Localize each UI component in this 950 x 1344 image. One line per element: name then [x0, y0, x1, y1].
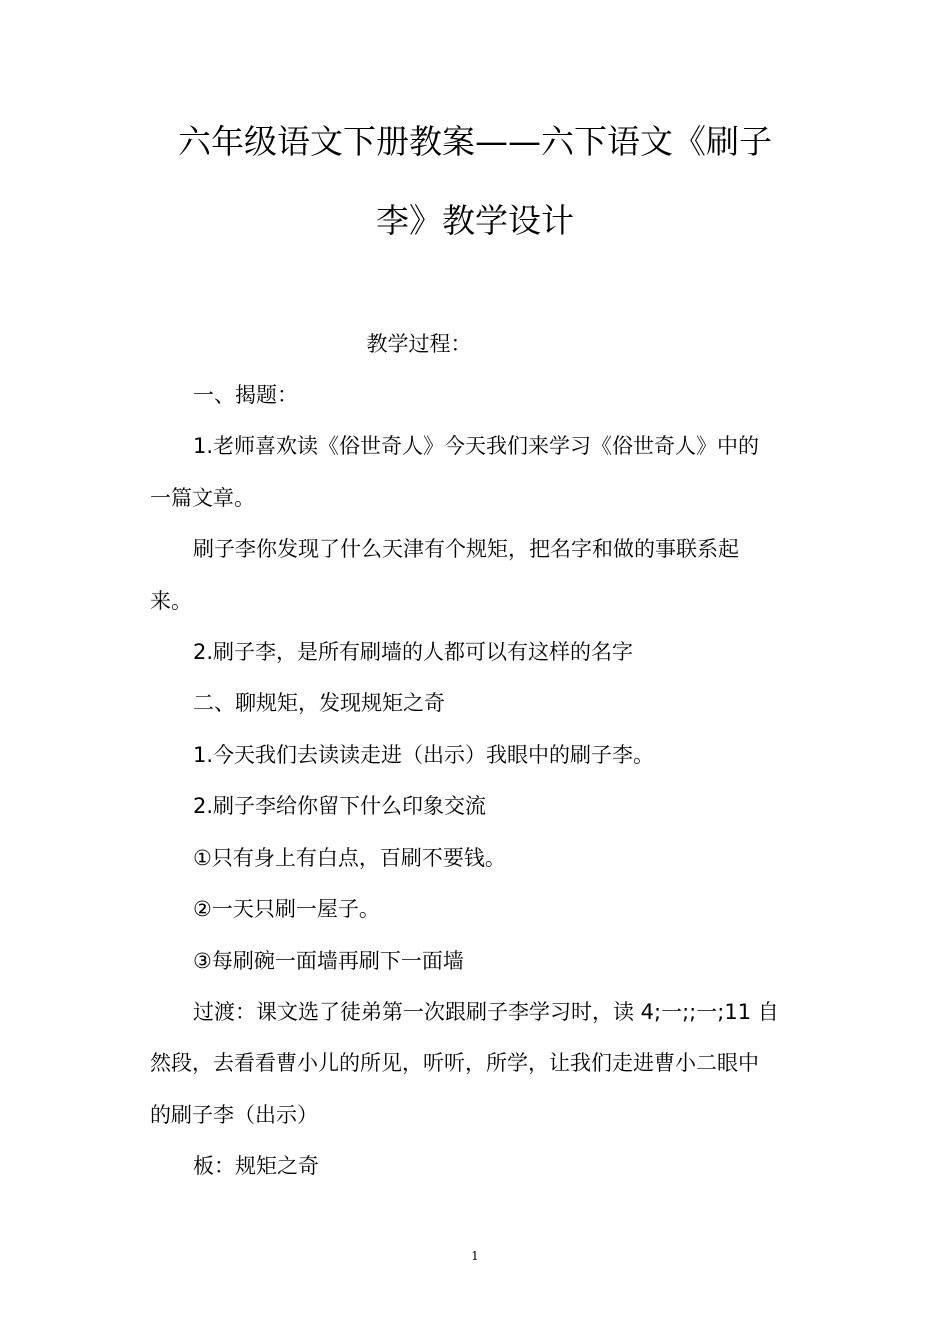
paragraph-line: 过渡：课文选了徒弟第一次跟刷子李学习时，读 4;一;;一;11 自	[193, 1000, 779, 1024]
list-item: ②一天只刷一屋子。	[193, 897, 380, 921]
paragraph-line: 1.老师喜欢读《俗世奇人》今天我们来学习《俗世奇人》中的	[193, 434, 760, 458]
document-title-line-1: 六年级语文下册教案——六下语文《刷子	[178, 122, 772, 161]
list-item: ①只有身上有白点，百刷不要钱。	[193, 846, 506, 870]
paragraph-heading-2: 二、聊规矩，发现规矩之奇	[193, 691, 445, 715]
page-number: 1	[471, 1249, 479, 1263]
paragraph-line: 的刷子李（出示）	[150, 1103, 318, 1127]
paragraph-line: 刷子李你发现了什么天津有个规矩，把名字和做的事联系起	[193, 537, 739, 561]
paragraph-heading-1: 一、揭题：	[193, 383, 298, 407]
section-heading: 教学过程：	[366, 332, 472, 356]
paragraph-line: 来。	[150, 589, 192, 613]
paragraph-line: 2.刷子李，是所有刷墙的人都可以有这样的名字	[193, 640, 634, 664]
list-item: ③每刷碗一面墙再刷下一面墙	[193, 949, 464, 973]
paragraph-line: 一篇文章。	[150, 486, 255, 510]
paragraph-line: 板：规矩之奇	[193, 1154, 319, 1178]
paragraph-line: 1.今天我们去读读走进（出示）我眼中的刷子李。	[193, 743, 655, 767]
paragraph-line: 2.刷子李给你留下什么印象交流	[193, 794, 487, 818]
paragraph-line: 然段，去看看曹小儿的所见，听听，所学，让我们走进曹小二眼中	[150, 1051, 759, 1075]
document-title-line-2: 李》教学设计	[376, 201, 574, 240]
